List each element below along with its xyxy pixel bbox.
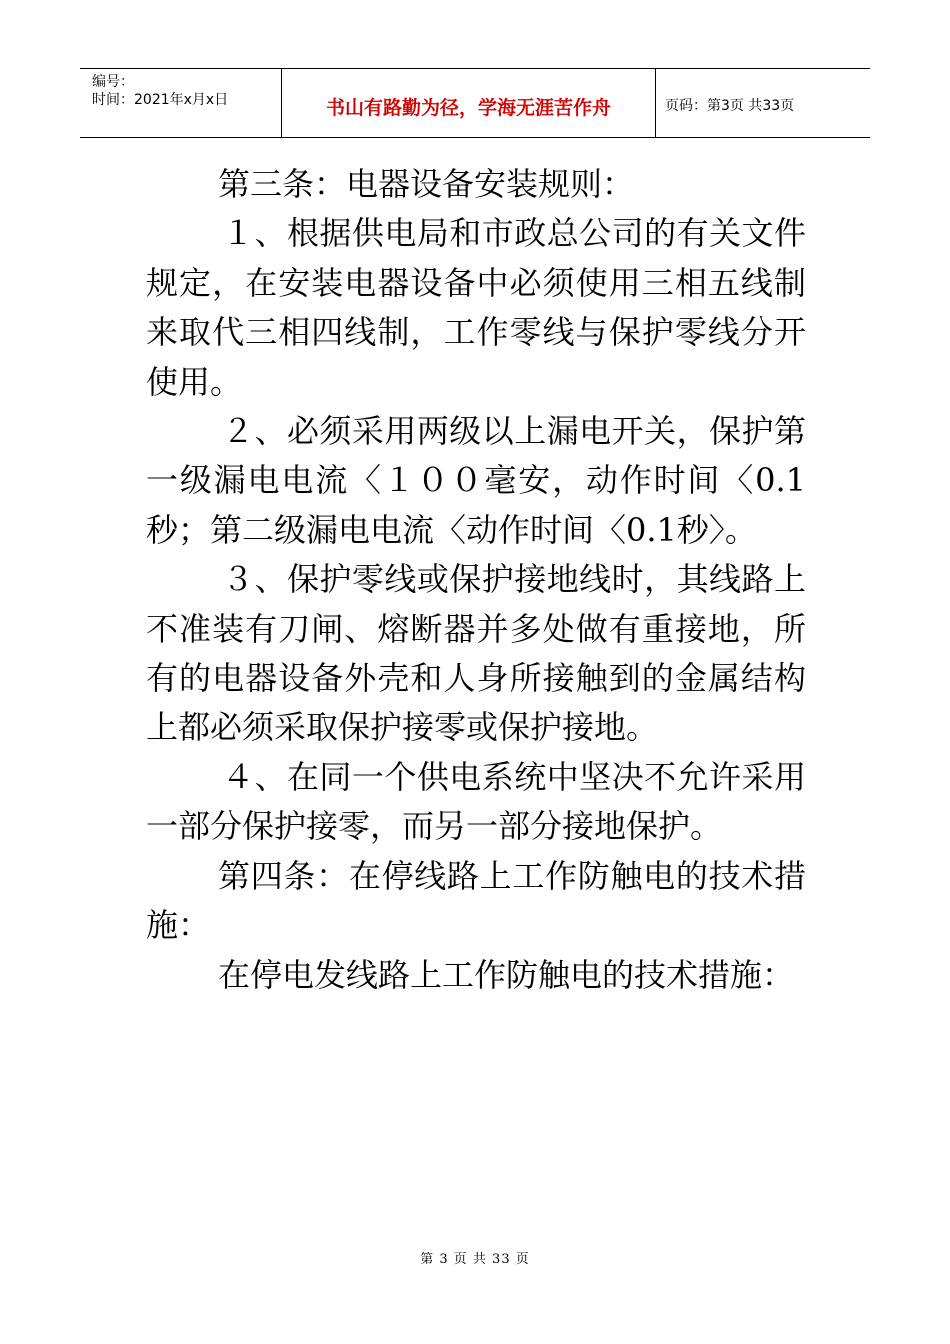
- header-page-number: 页码：第3页 共33页: [665, 98, 795, 114]
- section-heading-article-3: 第三条：电器设备安装规则：: [218, 165, 635, 203]
- document-number-label: 编号：: [92, 74, 134, 90]
- paragraph-item-3: ３、保护零线或保护接地线时，其线路上不准装有刀闸、熔断器并多处做有重接地，所有的电器设备外壳和人身所接触到的金属结构上都必须采取保护接零或保护接地。: [146, 560, 806, 747]
- paragraph-item-1: １、根据供电局和市政总公司的有关文件规定，在安装电器设备中必须使用三相五线制来取代三相四线制，工作零线与保护零线分开使用。: [146, 214, 806, 401]
- paragraph-measures-intro: 在停电发线路上工作防触电的技术措施：: [218, 955, 795, 994]
- document-date-label: 时间：2021年x月x日: [92, 92, 229, 108]
- page-header: [80, 68, 870, 138]
- header-motto: 书山有路勤为径，学海无涯苦作舟: [325, 97, 611, 119]
- section-heading-article-4: 第四条：在停线路上工作防触电的技术措施：: [146, 856, 806, 945]
- document-body: [146, 160, 806, 1000]
- page-footer: 第 3 页 共 33 页: [420, 1252, 530, 1267]
- header-meta: [92, 73, 228, 109]
- paragraph-item-2: ２、必须采用两级以上漏电开关，保护第一级漏电电流〈１００毫安，动作时间〈0.1秒；第二级漏电电流〈动作时间〈0.1秒〉。: [146, 412, 806, 549]
- paragraph-item-4: ４、在同一个供电系统中坚决不允许采用一部分保护接零，而另一部分接地保护。: [146, 757, 806, 846]
- header-divider-right: [655, 69, 656, 137]
